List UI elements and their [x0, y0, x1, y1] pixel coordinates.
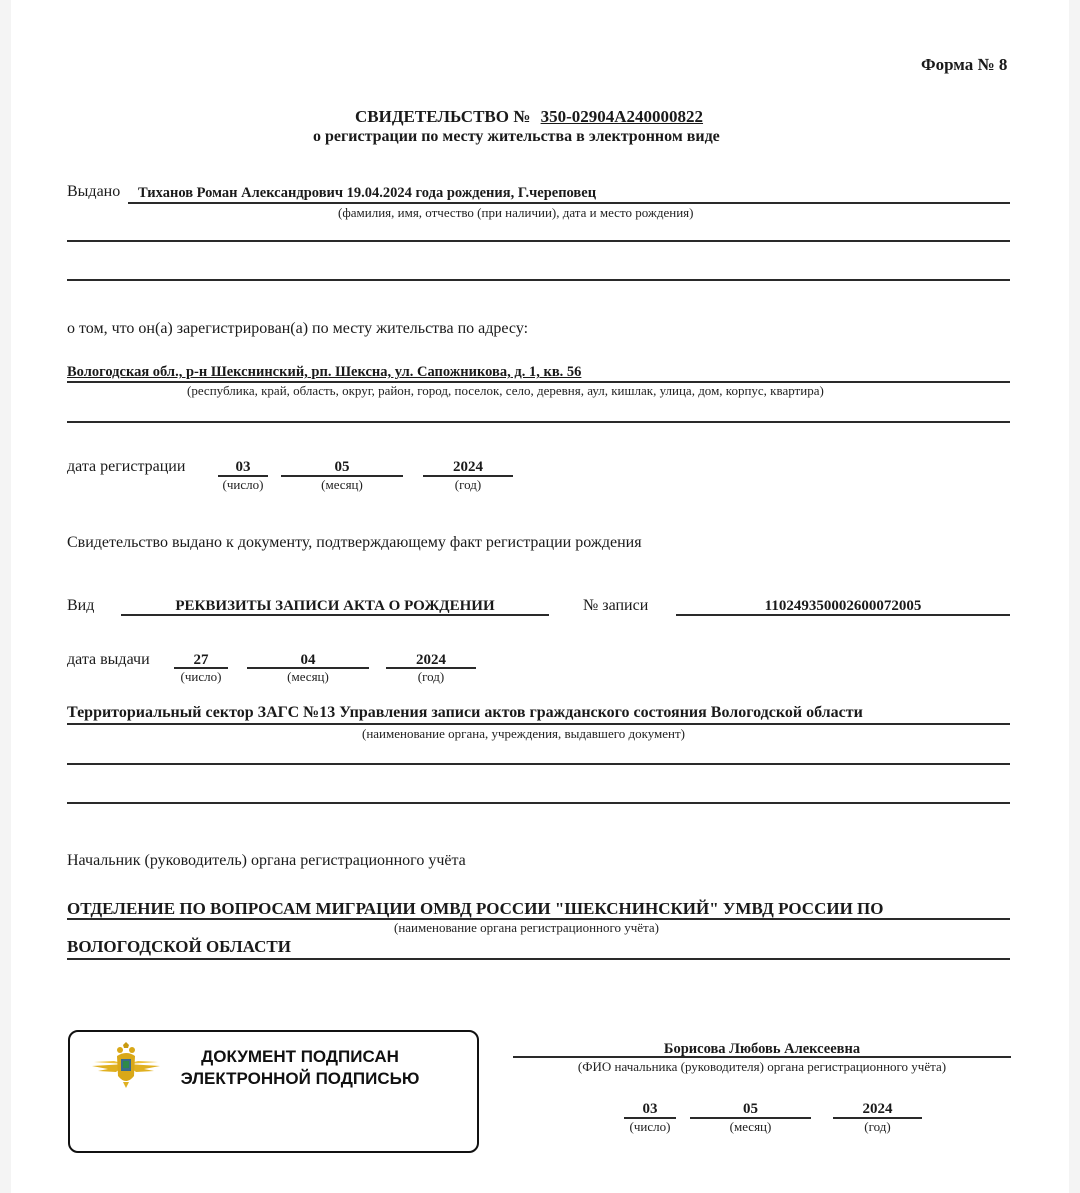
- signatory-underline: [513, 1056, 1011, 1058]
- issued-to-underline: [128, 202, 1010, 204]
- certificate-number: 350-02904А240000822: [540, 107, 704, 126]
- year-caption: (год): [864, 1119, 891, 1134]
- issuer-caption: (наименование органа, учреждения, выдавшего документ): [362, 726, 686, 741]
- certificate-title-prefix: СВИДЕТЕЛЬСТВО №: [355, 107, 531, 126]
- issuer-underline: [67, 723, 1010, 725]
- blank-line: [67, 802, 1010, 804]
- basis-document-intro: Свидетельство выдано к документу, подтверждающему факт регистрации рождения: [67, 534, 642, 551]
- form-number: Форма № 8: [921, 55, 1008, 74]
- document-type-label: Вид: [67, 597, 95, 614]
- signature-stamp-line1: ДОКУМЕНТ ПОДПИСАН: [201, 1047, 399, 1066]
- authority-name-line1: ОТДЕЛЕНИЕ ПО ВОПРОСАМ МИГРАЦИИ ОМВД РОССИИ "ШЕКСНИНСКИЙ" УМВД РОССИИ ПО: [67, 899, 884, 918]
- record-number-label: № записи: [583, 597, 649, 614]
- issue-month: 04: [300, 652, 316, 668]
- address-caption: (республика, край, область, округ, район, город, поселок, село, деревня, аул, кишлак, улица, дом, корпус, квартира): [187, 383, 824, 398]
- issue-date-label: дата выдачи: [67, 651, 150, 668]
- address-value: Вологодская обл., р-н Шекснинский, рп. Шексна, ул. Сапожникова, д. 1, кв. 56: [67, 364, 582, 380]
- month-caption: (месяц): [321, 477, 363, 492]
- address-intro: о том, что он(а) зарегистрирован(а) по месту жительства по адресу:: [67, 320, 529, 337]
- authority-name-line2: ВОЛОГОДСКОЙ ОБЛАСТИ: [67, 937, 291, 956]
- signature-year: 2024: [862, 1101, 893, 1117]
- certificate-subtitle: о регистрации по месту жительства в электронном виде: [313, 128, 720, 145]
- issuer-value: Территориальный сектор ЗАГС №13 Управления записи актов гражданского состояния Вологодской области: [67, 704, 863, 721]
- signatory-name: Борисова Любовь Алексеевна: [663, 1041, 861, 1057]
- record-number-value: 110249350002600072005: [764, 598, 922, 614]
- day-caption: (число): [180, 669, 222, 684]
- year-caption: (год): [454, 477, 482, 492]
- document-type-underline: [121, 614, 549, 616]
- issue-year: 2024: [416, 652, 446, 668]
- month-caption: (месяц): [287, 669, 329, 684]
- issue-day: 27: [193, 652, 209, 668]
- document-page: [11, 0, 1069, 1193]
- record-number-underline: [676, 614, 1010, 616]
- authority-name-caption: (наименование органа регистрационного учёта): [394, 920, 659, 935]
- issued-to-value: Тиханов Роман Александрович 19.04.2024 года рождения, Г.череповец: [138, 185, 597, 201]
- day-caption: (число): [222, 477, 264, 492]
- signature-stamp-text: [175, 1046, 425, 1090]
- signatory-caption: (ФИО начальника (руководителя) органа регистрационного учёта): [577, 1059, 947, 1074]
- certificate-title: [355, 107, 703, 127]
- mvd-eagle-emblem-icon: [90, 1042, 162, 1090]
- document-type-value: РЕКВИЗИТЫ ЗАПИСИ АКТА О РОЖДЕНИИ: [175, 598, 495, 614]
- month-caption: (месяц): [729, 1119, 772, 1134]
- registration-month: 05: [334, 459, 350, 475]
- signature-stamp-line2: ЭЛЕКТРОННОЙ ПОДПИСЬЮ: [180, 1069, 420, 1088]
- day-caption: (число): [629, 1119, 671, 1134]
- authority-name-underline-2: [67, 958, 1010, 960]
- blank-line: [67, 279, 1010, 281]
- year-caption: (год): [417, 669, 445, 684]
- blank-line: [67, 421, 1010, 423]
- registration-day: 03: [235, 459, 251, 475]
- signature-day: 03: [642, 1101, 658, 1117]
- electronic-signature-stamp: [68, 1030, 479, 1153]
- issued-to-label: Выдано: [67, 183, 121, 200]
- signature-month: 05: [743, 1101, 758, 1117]
- registration-year: 2024: [453, 459, 483, 475]
- registration-date-label: дата регистрации: [67, 458, 186, 475]
- blank-line: [67, 763, 1010, 765]
- issued-to-caption: (фамилия, имя, отчество (при наличии), дата и место рождения): [338, 205, 694, 220]
- blank-line: [67, 240, 1010, 242]
- authority-head-label: Начальник (руководитель) органа регистрационного учёта: [67, 852, 466, 869]
